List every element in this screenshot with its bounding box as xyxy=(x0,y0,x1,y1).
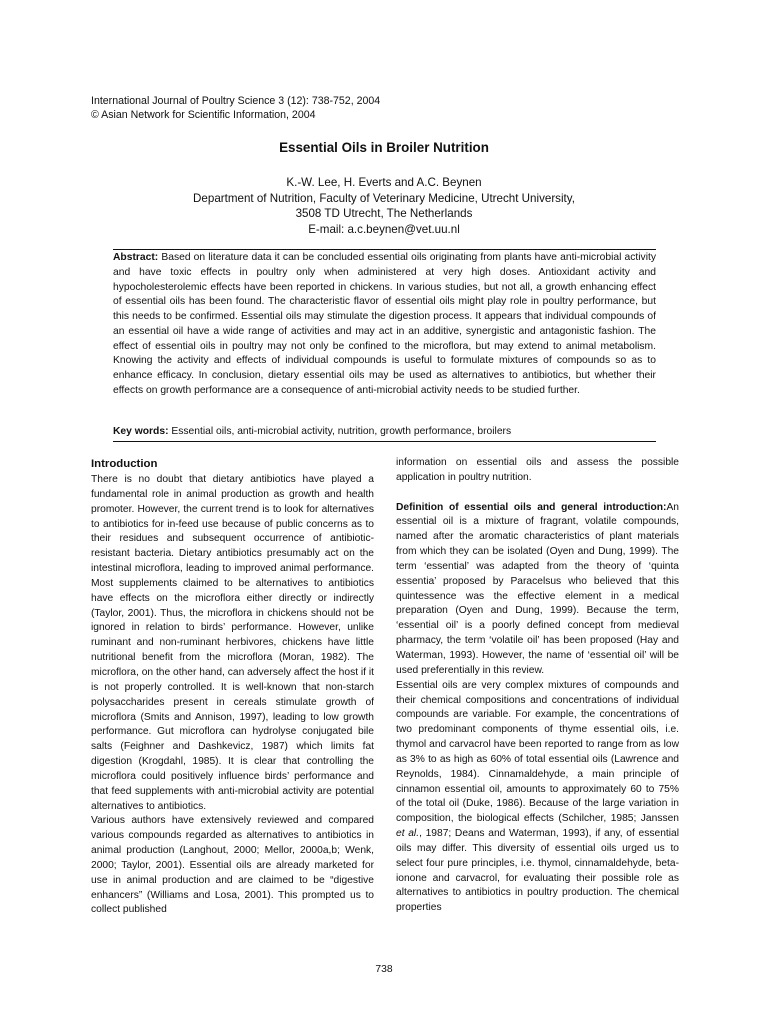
definition-text-2b: , 1987; Deans and Waterman, 1993), if any, of essential oils may differ. This diversity of essential oils urged us to select four pure principles, i.e. thymol, cinnamaldehyde, beta-ionone and carvacrol, for evaluating their possible role as alternatives to antibiotics in poultry production. The chemical properties xyxy=(396,828,679,914)
abstract-text: Based on literature data it can be concluded essential oils originating from plants have anti-microbial activity and have toxic effects in poultry only when administered at very high doses. Antioxidant activity and hypocholesterolemic effects have been reported in chickens. In various studies, but not all, a growth enhancing effect of essential oils has been found. The characteristic flavor of essential oils might play role in poultry performance, but this needs to be confirmed. Essential oils may stimulate the digestion process. It appears that individual compounds of an essential oil have a wide range of activities and may act in an additive, synergistic and antagonistic fashion. The effect of essential oils in poultry may not only be confined to the microflora, but may extend to animal metabolism. Knowing the activity and effects of individual compounds is useful to formulate mixtures of compounds so as to enhance efficacy. In conclusion, dietary essential oils may be used as alternatives to antibiotics, but whether their effects on growth performance are a consequence of anti-microbial activity needs to be studied further. xyxy=(113,252,656,396)
definition-text-1: An essential oil is a mixture of fragrant, volatile compounds, named after the aromatic characteristics of plant materials from which they can be isolated (Oyen and Dung, 1999). The term ‘essential’ was adapted from the theory of ‘quinta essentia’ proposed by Paracelsus who believed that this quintessence was the effective element in a medical preparation (Oyen and Dung, 1999). Because the term, ‘essential oil’ is a poorly defined concept from medieval pharmacy, the term ‘volatile oil’ has been proposed (Hay and Waterman, 1993). However, the name of ‘essential oil’ will be used preferentially in this review. xyxy=(396,501,679,676)
introduction-paragraph-2: Various authors have extensively reviewed and compared various compounds regarded as alternatives to antibiotics in animal production (Langhout, 2000; Mellor, 2000a,b; Wenk, 2000; Taylor, 2001). Essential oils are already marketed for use in animal production and are claimed to be “digestive enhancers” (Williams and Losa, 2001). This prompted us to collect published xyxy=(91,815,374,916)
introduction-heading: Introduction xyxy=(91,458,158,470)
paragraph-spacer xyxy=(396,486,679,501)
page-number: 738 xyxy=(375,964,393,975)
et-al-italic: et al. xyxy=(396,828,420,840)
author-block xyxy=(0,175,768,238)
abstract xyxy=(113,251,656,399)
author-email: E-mail: a.c.beynen@vet.uu.nl xyxy=(308,223,460,237)
author-affiliation: Department of Nutrition, Faculty of Veterinary Medicine, Utrecht University, xyxy=(193,191,575,205)
journal-copyright: © Asian Network for Scientific Information, 2004 xyxy=(91,109,316,121)
journal-header xyxy=(91,94,380,122)
definition-paragraph-2 xyxy=(396,679,679,917)
author-names: K.-W. Lee, H. Everts and A.C. Beynen xyxy=(286,176,482,189)
paper-title: Essential Oils in Broiler Nutrition xyxy=(279,140,489,155)
definition-paragraph-1 xyxy=(396,501,679,679)
left-column xyxy=(91,457,374,918)
keywords-text: Essential oils, anti-microbial activity, nutrition, growth performance, broilers xyxy=(171,426,512,437)
definition-text-2a: Essential oils are very complex mixtures of compounds and their chemical compositions and concentrations of individual compounds are variable. For example, the concentrations of two predominant components of thyme essential oils, i.e. thymol and carvacrol have been reported to range from as low as 3% to as high as 60% of total essential oils (Lawrence and Reynolds, 1984). Cinnamaldehyde, a main principle of cinnamon essential oil, amounts to approximately 60 to 75% of the total oil (Duke, 1986). Because of the large variation in composition, the biological effects (Schilcher, 1985; Janssen xyxy=(396,679,679,825)
journal-citation: International Journal of Poultry Science 3 (12): 738-752, 2004 xyxy=(91,95,381,107)
keywords-bottom-rule xyxy=(113,441,656,442)
introduction-continuation: information on essential oils and assess the possible application in poultry nutrition. xyxy=(396,457,679,483)
abstract-top-rule xyxy=(113,249,656,250)
abstract-label: Abstract: xyxy=(113,252,159,263)
keywords-label: Key words: xyxy=(113,426,169,437)
author-address: 3508 TD Utrecht, The Netherlands xyxy=(295,207,473,221)
right-column xyxy=(396,456,679,916)
introduction-paragraph-1: There is no doubt that dietary antibiotics have played a fundamental role in animal production as growth and health promoter. However, the current trend is to look for alternatives to antibiotics for in-feed use because of public concerns as to their residues and subsequent occurrence of antibiotic-resistant bacteria. Dietary antibiotics presumably act on the intestinal microflora, leading to improved animal performance. Most supplements claimed to be alternatives to antibiotics have effects on the microflora either directly or indirectly (Taylor, 2001). Thus, the microflora in chickens should not be ignored in relation to birds’ performance. However, unlike ruminant and non-ruminant herbivores, chickens have little nutritional benefit from the microflora (Moran, 1982). The microflora, on the other hand, can adversely affect the host if it is not properly controlled. It is well-known that non-starch polysaccharides present in cereals stimulate growth of microflora (Smits and Annison, 1997), leading to low growth performance. Gut microflora can hydrolyse conjugated bile salts (Feighner and Dashkevicz, 1987) which limits fat digestion (Krogdahl, 1985). It is clear that controlling the microflora could positively influence birds’ performance and that feed supplements with anti-microbial activity are potential alternatives to antibiotics. xyxy=(91,474,374,812)
definition-heading: Definition of essential oils and general introduction: xyxy=(396,501,667,513)
keywords xyxy=(113,426,511,437)
